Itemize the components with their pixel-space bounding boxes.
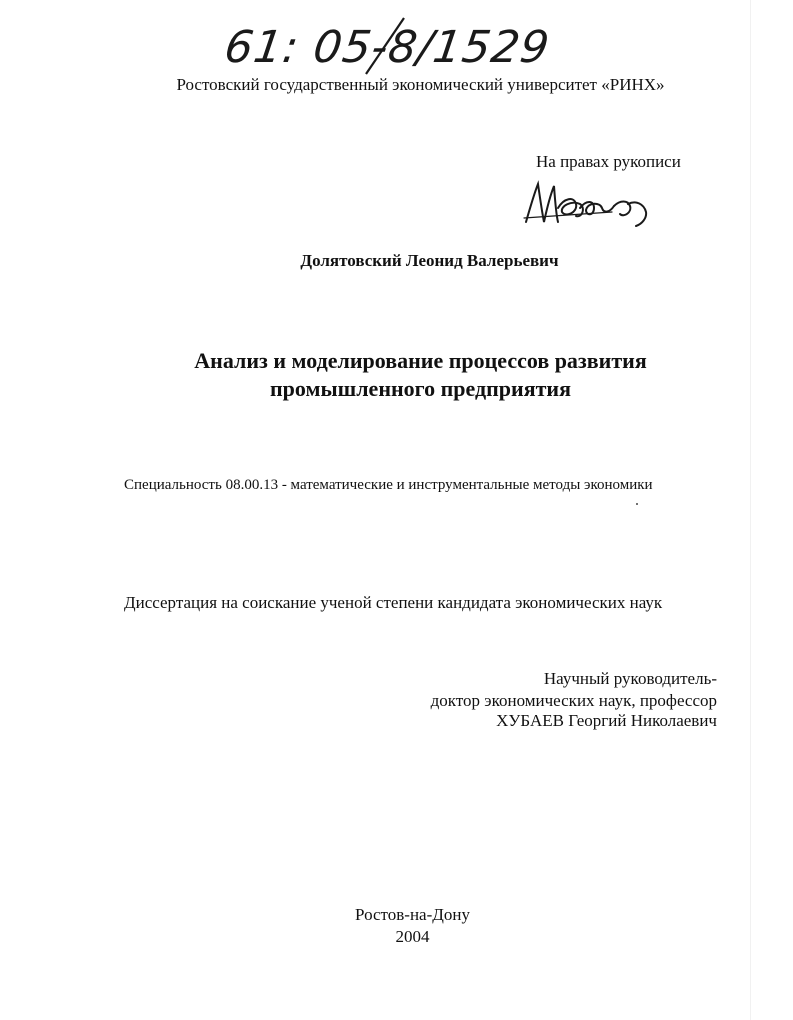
author-name: Долятовский Леонид Валерьевич bbox=[300, 251, 559, 270]
supervisor-name: ХУБАЕВ Георгий Николаевич bbox=[496, 711, 717, 730]
city: Ростов-на-Дону bbox=[355, 905, 470, 924]
degree-line: Диссертация на соискание ученой степени кандидата экономических наук bbox=[124, 593, 663, 612]
manuscript-rights-note: На правах рукописи bbox=[536, 152, 681, 171]
library-code-text: 61: 05-8/1529 bbox=[221, 22, 553, 73]
specialty-line: Специальность 08.00.13 - математические и инструментальные методы экономики bbox=[124, 477, 653, 493]
supervisor-role: Научный руководитель- bbox=[543, 669, 717, 688]
handwritten-library-code bbox=[221, 12, 553, 80]
scan-edge-line bbox=[750, 0, 751, 1020]
thesis-title-line-2: промышленного предприятия bbox=[269, 376, 572, 401]
university-name: Ростовский государственный экономический университет «РИНХ» bbox=[176, 75, 665, 94]
scan-speck bbox=[636, 503, 638, 505]
thesis-title-line-1: Анализ и моделирование процессов развития bbox=[194, 348, 647, 373]
supervisor-credentials: доктор экономических наук, профессор bbox=[430, 691, 717, 710]
author-signature bbox=[520, 178, 655, 230]
year: 2004 bbox=[395, 927, 430, 946]
